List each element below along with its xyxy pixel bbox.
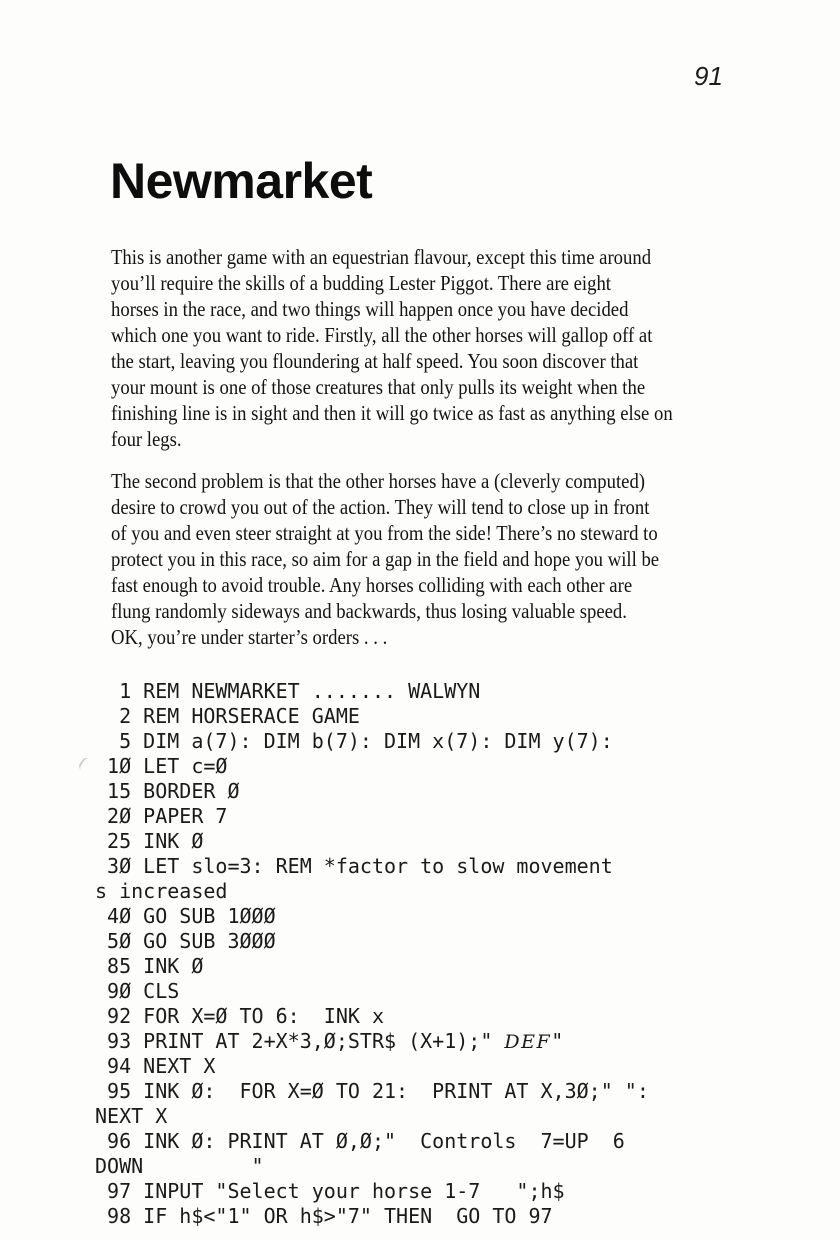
body-paragraph-1 [111, 244, 673, 452]
code-line: 92 FOR X=Ø TO 6: INK x [95, 1004, 384, 1028]
code-line: 3Ø LET slo=3: REM *factor to slow movement [95, 854, 613, 878]
text-line: of you and even steer straight at you from the side! There’s no steward to [111, 521, 658, 545]
code-line: 1 REM NEWMARKET ....... WALWYN [95, 679, 481, 703]
text-line: the start, leaving you floundering at half speed. You soon discover that [111, 349, 639, 373]
code-line: 1Ø LET c=Ø [95, 754, 228, 778]
code-line: s increased [95, 879, 228, 903]
text-line: finishing line is in sight and then it will go twice as fast as anything else on [111, 401, 673, 425]
text-line: desire to crowd you out of the action. They will tend to close up in front [111, 495, 650, 519]
text-line: The second problem is that the other horses have a (cleverly computed) [111, 469, 646, 493]
code-line: DOWN " [95, 1154, 264, 1178]
code-line: 93 PRINT AT 2+X*3,Ø;STR$ (X+1);" DEF" [95, 1029, 564, 1053]
text-line: This is another game with an equestrian flavour, except this time around [111, 245, 652, 269]
code-line: 94 NEXT X [95, 1054, 216, 1078]
scan-artifact [77, 756, 95, 774]
code-line: 9Ø CLS [95, 979, 180, 1003]
code-line: 96 INK Ø: PRINT AT Ø,Ø;" Controls 7=UP 6 [95, 1129, 625, 1153]
code-line: 5Ø GO SUB 3ØØØ [95, 929, 276, 953]
code-line: 97 INPUT "Select your horse 1-7 ";h$ [95, 1179, 565, 1203]
text-line: which one you want to ride. Firstly, all the other horses will gallop off at [111, 323, 653, 347]
text-line: you’ll require the skills of a budding Lester Piggot. There are eight [111, 271, 612, 295]
text-line: OK, you’re under starter’s orders . . . [111, 625, 388, 649]
code-line: 85 INK Ø [95, 954, 204, 978]
text-line: protect you in this race, so aim for a gap in the field and hope you will be [111, 547, 660, 571]
text-line: horses in the race, and two things will happen once you have decided [111, 297, 629, 321]
graphics-chars: DEF [504, 1031, 552, 1053]
text-line: your mount is one of those creatures that only pulls its weight when the [111, 375, 646, 399]
code-line: 2 REM HORSERACE GAME [95, 704, 360, 728]
code-line: 15 BORDER Ø [95, 779, 240, 803]
code-line: 25 INK Ø [95, 829, 204, 853]
body-paragraph-2 [111, 468, 659, 650]
page-number: 91 [694, 61, 723, 91]
code-line: 98 IF h$<"1" OR h$>"7" THEN GO TO 97 [95, 1204, 553, 1228]
text-line: four legs. [111, 427, 182, 451]
text-line: flung randomly sideways and backwards, thus losing valuable speed. [111, 599, 627, 623]
code-line: 4Ø GO SUB 1ØØØ [95, 904, 276, 928]
code-line: 5 DIM a(7): DIM b(7): DIM x(7): DIM y(7): [95, 729, 613, 753]
basic-code-listing [95, 679, 649, 1229]
code-line: 95 INK Ø: FOR X=Ø TO 21: PRINT AT X,3Ø;" ": [95, 1079, 649, 1103]
chapter-title: Newmarket [110, 152, 373, 209]
code-line: 2Ø PAPER 7 [95, 804, 228, 828]
text-line: fast enough to avoid trouble. Any horses colliding with each other are [111, 573, 633, 597]
code-line: NEXT X [95, 1104, 168, 1128]
